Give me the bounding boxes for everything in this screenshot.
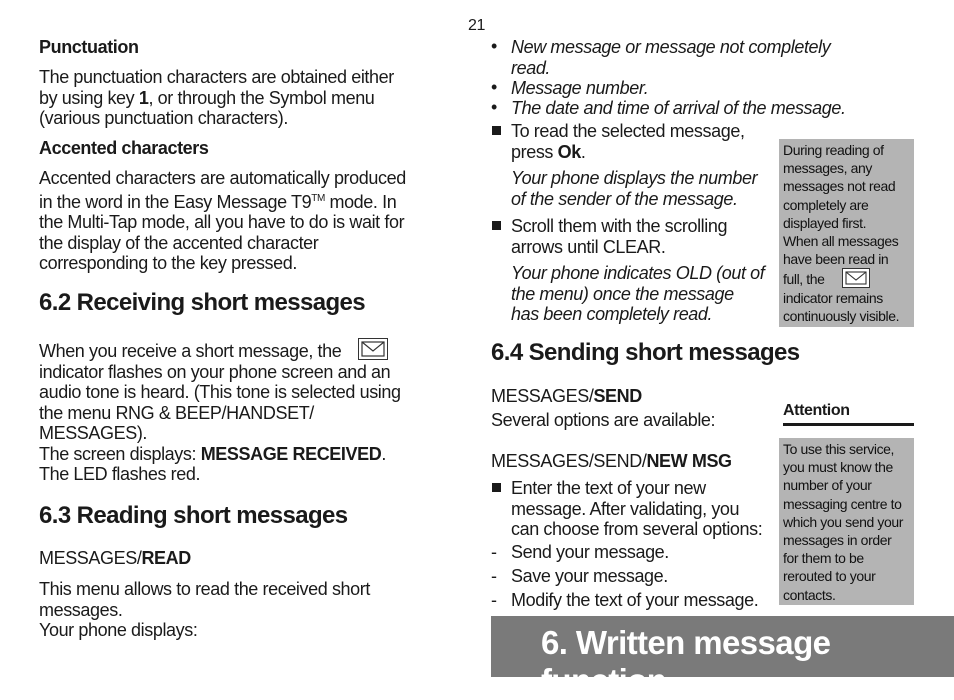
text-line: Accented characters are automatically produced — [39, 168, 406, 188]
send-options-text: Several options are available: — [491, 410, 716, 430]
text-line: the menu) once the message — [511, 283, 734, 304]
dash-bullet: - — [491, 590, 497, 610]
note-line: rerouted to your — [783, 568, 876, 585]
key-label: Ok — [557, 141, 581, 162]
punctuation-paragraph — [39, 67, 394, 129]
dash-bullet: - — [491, 566, 497, 586]
note-line: which you send your — [783, 513, 904, 530]
text-line: The punctuation characters are obtained either — [39, 67, 394, 87]
option-send: Send your message. — [511, 542, 669, 562]
enter-text-step — [511, 478, 762, 540]
text-span: in the word in the Easy Message T9 — [39, 191, 312, 212]
bullet-dot: • — [491, 36, 498, 56]
chapter-title: 6. Written message function — [541, 624, 831, 699]
note-line: messages, any — [783, 160, 872, 177]
scroll-step — [511, 216, 727, 257]
punctuation-heading: Punctuation — [39, 37, 139, 57]
section-6-2-heading: 6.2 Receiving short messages — [39, 289, 366, 316]
text-line: The LED flashes red. — [39, 464, 201, 484]
text-line: Your phone indicates OLD (out of — [511, 263, 765, 283]
text-span: . — [580, 141, 586, 162]
text-span: MESSAGES/SEND/ — [491, 451, 647, 471]
text-line: This menu allows to read the received short — [39, 579, 370, 599]
send-menu-path — [491, 386, 642, 407]
text-line: arrows until CLEAR. — [511, 236, 666, 257]
new-msg-menu-path — [491, 451, 732, 472]
note-line: indicator remains — [783, 289, 883, 306]
note-line: continuously visible. — [783, 307, 900, 324]
square-bullet — [492, 221, 501, 230]
note-line: When all messages — [783, 233, 899, 250]
text-span: . — [381, 443, 386, 464]
note-line: for them to be — [783, 550, 864, 567]
key-label: 1 — [138, 87, 149, 108]
text-span: , or through the Symbol menu — [148, 87, 375, 108]
note-line: have been read in — [783, 251, 889, 268]
text-line: Enter the text of your new — [511, 478, 706, 498]
text-span: press — [511, 141, 558, 162]
bullet-item-date-time: The date and time of arrival of the message. — [511, 98, 846, 118]
attention-divider — [783, 423, 914, 426]
accented-paragraph — [39, 168, 406, 274]
text-line: MESSAGES). — [39, 423, 148, 443]
reading-side-note — [779, 139, 914, 327]
note-line: contacts. — [783, 586, 836, 603]
note-line: you must know the — [783, 459, 893, 476]
attention-box — [779, 438, 914, 605]
option-save: Save your message. — [511, 566, 668, 586]
note-line: displayed first. — [783, 214, 867, 231]
square-bullet — [492, 126, 501, 135]
note-line: During reading of — [783, 142, 884, 158]
trademark: TM — [311, 192, 325, 204]
receiving-paragraph — [39, 338, 401, 485]
text-line: Your phone displays the number — [511, 168, 758, 188]
text-line: read. — [511, 57, 551, 78]
text-line: messages. — [39, 599, 123, 620]
note-line: messages in order — [783, 532, 892, 549]
reading-paragraph — [39, 579, 370, 641]
bullet-dot: • — [491, 77, 498, 97]
page-number: 21 — [468, 17, 485, 34]
note-line: messages not read — [783, 178, 896, 195]
text-line: indicator flashes on your phone screen and an — [39, 361, 391, 382]
text-line: (various punctuation characters). — [39, 108, 288, 128]
text-span: mode. In — [324, 191, 397, 212]
text-line: the Multi-Tap mode, all you have to do is wait for — [39, 212, 405, 232]
chapter-banner — [491, 616, 954, 699]
read-menu-path — [39, 548, 191, 569]
text-line: has been completely read. — [511, 304, 713, 324]
menu-item: SEND — [593, 386, 642, 406]
text-line: Scroll them with the scrolling — [511, 216, 728, 236]
note-line: completely are — [783, 196, 869, 213]
note-line: number of your — [783, 477, 872, 494]
text-line: of the sender of the message. — [511, 188, 738, 209]
section-6-4-heading: 6.4 Sending short messages — [491, 339, 800, 366]
note-line: To use this service, — [783, 441, 895, 457]
option-modify: Modify the text of your message. — [511, 590, 759, 610]
text-span: The screen displays: — [39, 443, 201, 464]
text-span: by using key — [39, 87, 139, 108]
text-line: New message or message not completely — [511, 37, 831, 57]
text-span: MESSAGES/ — [39, 548, 142, 568]
scroll-note — [511, 263, 764, 325]
text-line: message. After validating, you — [511, 498, 740, 519]
text-line: Your phone displays: — [39, 620, 198, 640]
text-span: MESSAGES/ — [491, 386, 594, 406]
envelope-icon — [358, 338, 388, 360]
envelope-icon — [842, 268, 870, 288]
note-line: messaging centre to — [783, 495, 902, 512]
bullet-dot: • — [491, 97, 498, 117]
text-line: To read the selected message, — [511, 121, 745, 141]
text-span: When you receive a short message, the — [39, 341, 342, 361]
read-note — [511, 168, 757, 209]
menu-item: READ — [141, 548, 191, 568]
text-line: the menu RNG & BEEP/HANDSET/ — [39, 402, 314, 423]
square-bullet — [492, 483, 501, 492]
text-line: can choose from several options: — [511, 519, 763, 539]
section-6-3-heading: 6.3 Reading short messages — [39, 502, 348, 529]
text-line: corresponding to the key pressed. — [39, 253, 297, 273]
text-line: the display of the accented character — [39, 232, 319, 253]
menu-item: NEW MSG — [646, 451, 732, 471]
dash-bullet: - — [491, 542, 497, 562]
screen-message: MESSAGE RECEIVED — [200, 443, 382, 464]
bullet-item-new-message — [511, 37, 830, 78]
note-line: full, the — [783, 271, 825, 288]
accented-heading: Accented characters — [39, 138, 209, 158]
text-line: audio tone is heard. (This tone is selected using — [39, 382, 401, 402]
read-step — [511, 121, 745, 162]
attention-heading: Attention — [783, 402, 850, 419]
bullet-item-message-number: Message number. — [511, 78, 649, 98]
